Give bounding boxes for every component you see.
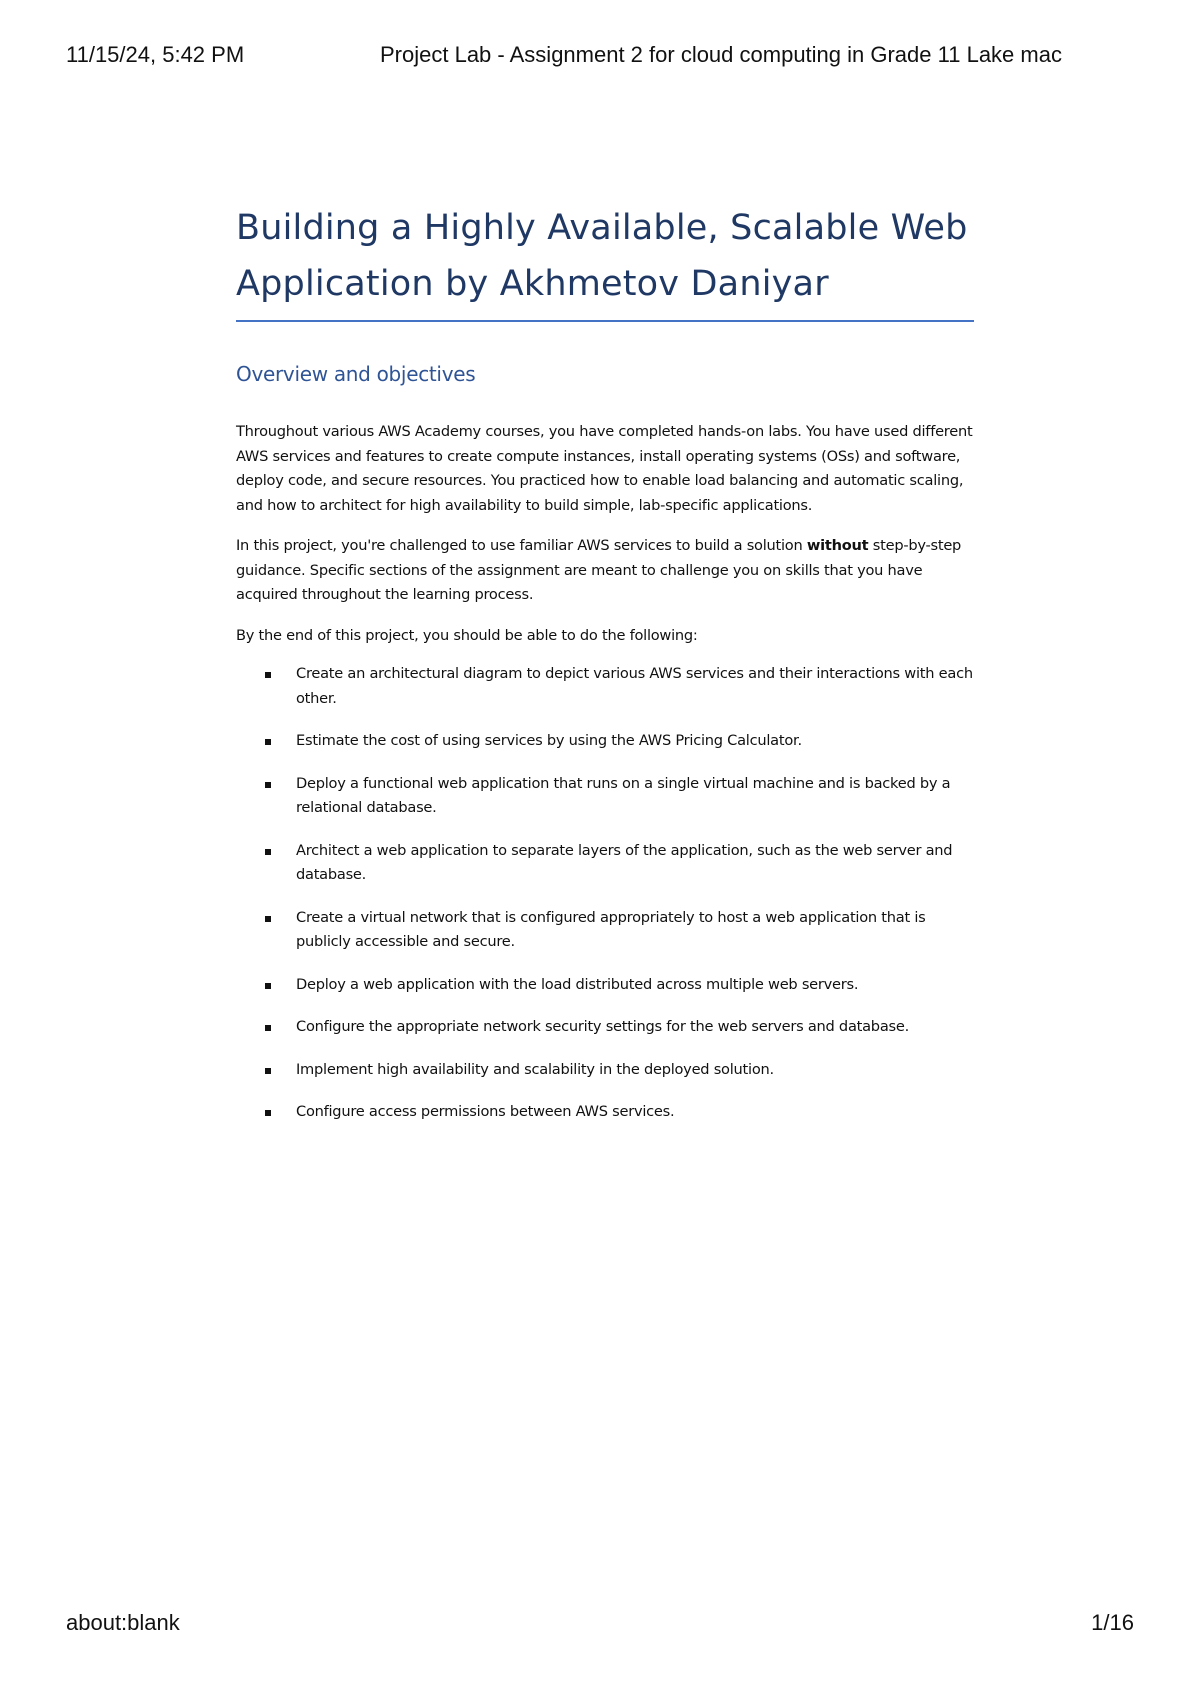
bullet-icon [265, 739, 271, 745]
print-url: about:blank [66, 1610, 180, 1635]
section-heading: Overview and objectives [236, 362, 476, 386]
objective-text: Create an architectural diagram to depict various AWS services and their interactions with each other. [296, 665, 973, 707]
document-title: Building a Highly Available, Scalable Web Application by Akhmetov Daniyar [236, 200, 974, 322]
list-item [236, 973, 974, 998]
print-date-time: 11/15/24, 5:42 PM [66, 42, 245, 67]
print-page-title: Project Lab - Assignment 2 for cloud computing in Grade 11 Lake mac [380, 42, 1062, 67]
challenge-text-end: step-by-step guidance. Specific sections of the assignment are meant to challenge you on skills that you have acquired throughout the learning process. [236, 537, 962, 603]
objectives-intro: By the end of this project, you should be able to do the following: [236, 626, 698, 644]
objective-text: Configure the appropriate network security settings for the web servers and database. [296, 1018, 909, 1035]
bullet-icon [265, 782, 271, 788]
challenge-text-start: In this project, you're challenged to use familiar AWS services to build a solution [236, 537, 807, 554]
objective-text: Create a virtual network that is configured appropriately to host a web application that is publicly accessible and secure. [296, 908, 926, 950]
list-item [236, 1015, 974, 1040]
list-item [236, 906, 974, 955]
challenge-paragraph [236, 534, 974, 608]
challenge-emphasis: without [806, 537, 869, 554]
objectives-list [236, 662, 974, 1125]
bullet-icon [265, 849, 271, 855]
objective-text: Deploy a functional web application that runs on a single virtual machine and is backed by a relational database. [296, 774, 951, 816]
objective-text: Architect a web application to separate layers of the application, such as the web server and database. [296, 841, 953, 883]
print-footer [66, 1610, 1134, 1640]
objective-text: Implement high availability and scalability in the deployed solution. [296, 1060, 774, 1078]
document-body [236, 200, 974, 1143]
list-item [236, 772, 974, 821]
bullet-icon [265, 983, 271, 989]
objective-text: Estimate the cost of using services by using the AWS Pricing Calculator. [296, 732, 802, 749]
list-item [236, 1058, 974, 1083]
bullet-icon [265, 672, 271, 678]
objective-text: Deploy a web application with the load distributed across multiple web servers. [296, 975, 859, 993]
list-item [236, 729, 974, 754]
overview-paragraph: Throughout various AWS Academy courses, you have completed hands-on labs. You have used different AWS services and features to create compute instances, install operating systems (OSs) and software, deploy code, and secure resources. You practiced how to enable load balancing and automatic scaling, and how to architect for high availability to build simple, lab-specific applications. [236, 423, 973, 514]
list-item [236, 839, 974, 888]
print-header [66, 42, 1134, 72]
bullet-icon [265, 1068, 271, 1074]
bullet-icon [265, 1025, 271, 1031]
list-item [236, 662, 974, 711]
print-page-number: 1/16 [1091, 1610, 1134, 1635]
bullet-icon [265, 1110, 271, 1116]
objective-text: Configure access permissions between AWS services. [296, 1103, 675, 1120]
bullet-icon [265, 916, 271, 922]
list-item [236, 1100, 974, 1125]
